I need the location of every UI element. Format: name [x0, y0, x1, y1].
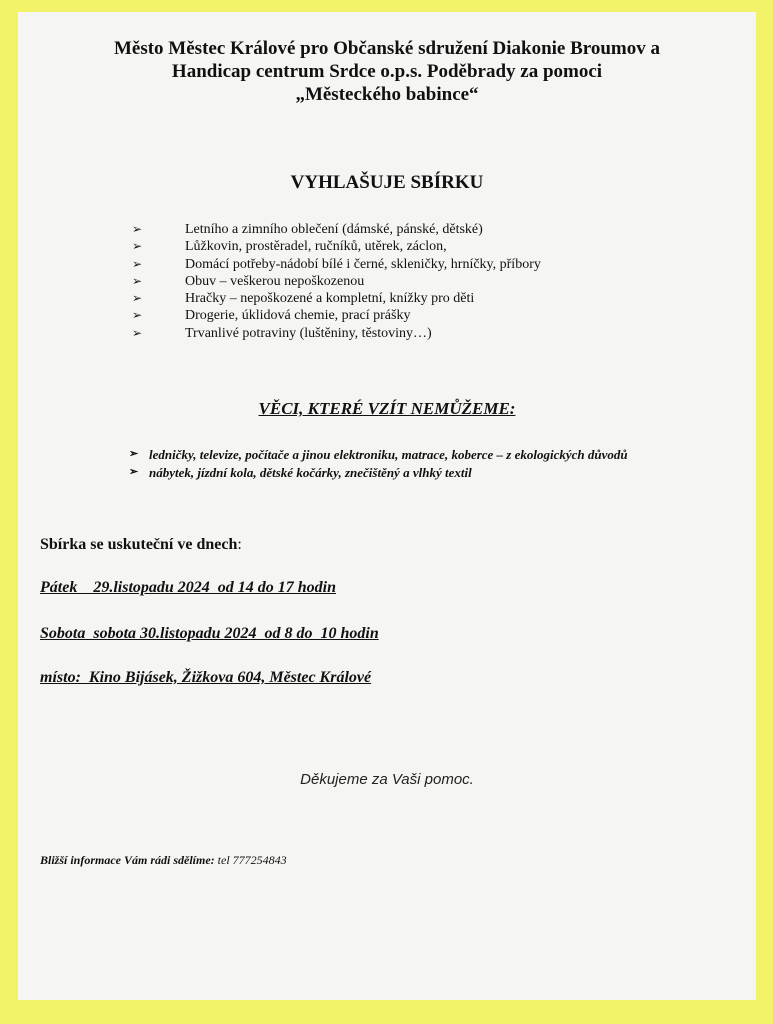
contact-info: Bližší informace Vám rádi sdělíme: tel 777254843 — [40, 853, 287, 867]
arrow-bullet-icon: ➢ — [129, 465, 139, 478]
date-friday: Pátek 29.listopadu 2024 od 14 do 17 hodin — [40, 579, 337, 596]
list-item: ➢ Lůžkovin, prostěradel, ručníků, utěrek, záclon, — [132, 239, 447, 255]
list-item: ➢ Domácí potřeby-nádobí bílé i černé, skleničky, hrníčky, příbory — [132, 256, 541, 272]
list-item: ➢ nábytek, jízdní kola, dětské kočárky, znečištěný a vlhký textil — [129, 464, 472, 480]
not-accepted-heading: VĚCI, KTERÉ VZÍT NEMŮŽEME: — [258, 399, 516, 418]
arrow-bullet-icon: ➢ — [132, 325, 143, 340]
list-item: ➢ Trvanlivé potraviny (luštěniny, těstoviny…) — [132, 325, 432, 341]
arrow-bullet-icon: ➢ — [132, 308, 143, 323]
dates-intro: Sbírka se uskuteční ve dnech: — [40, 536, 242, 553]
event-place: místo: Kino Bijásek, Žižkova 604, Městec Králové — [40, 669, 372, 686]
collection-items-list — [132, 221, 541, 342]
header-line-3: „Městeckého babince“ — [295, 84, 479, 105]
header-line-1: Město Městec Králové pro Občanské sdružení Diakonie Broumov a — [113, 38, 661, 59]
arrow-bullet-icon: ➢ — [129, 448, 139, 460]
not-accepted-list — [129, 446, 729, 481]
document-sheet — [18, 12, 756, 1000]
thanks-text: Děkujeme za Vaši pomoc. — [300, 771, 474, 788]
list-item: ➢ Hračky – nepoškozené a kompletní, knížky pro děti — [132, 291, 475, 307]
list-item: ➢ Drogerie, úklidová chemie, prací prášky — [132, 308, 411, 324]
list-item: ➢ ledničky, televize, počítače a jinou elektroniku, matrace, koberce – z ekologických důvodů — [129, 447, 628, 462]
arrow-bullet-icon: ➢ — [132, 239, 143, 254]
document-header — [18, 37, 756, 106]
arrow-bullet-icon: ➢ — [132, 291, 143, 306]
arrow-bullet-icon: ➢ — [132, 256, 143, 271]
arrow-bullet-icon: ➢ — [132, 273, 143, 288]
date-saturday: Sobota sobota 30.listopadu 2024 od 8 do 10 hodin — [40, 625, 379, 642]
list-item: ➢ Obuv – veškerou nepoškozenou — [132, 273, 365, 289]
list-item: ➢ Letního a zimního oblečení (dámské, pánské, dětské) — [132, 222, 483, 237]
arrow-bullet-icon: ➢ — [132, 222, 143, 236]
header-line-2: Handicap centrum Srdce o.p.s. Poděbrady za pomoci — [171, 61, 603, 82]
collection-heading: VYHLAŠUJE SBÍRKU — [290, 172, 484, 193]
